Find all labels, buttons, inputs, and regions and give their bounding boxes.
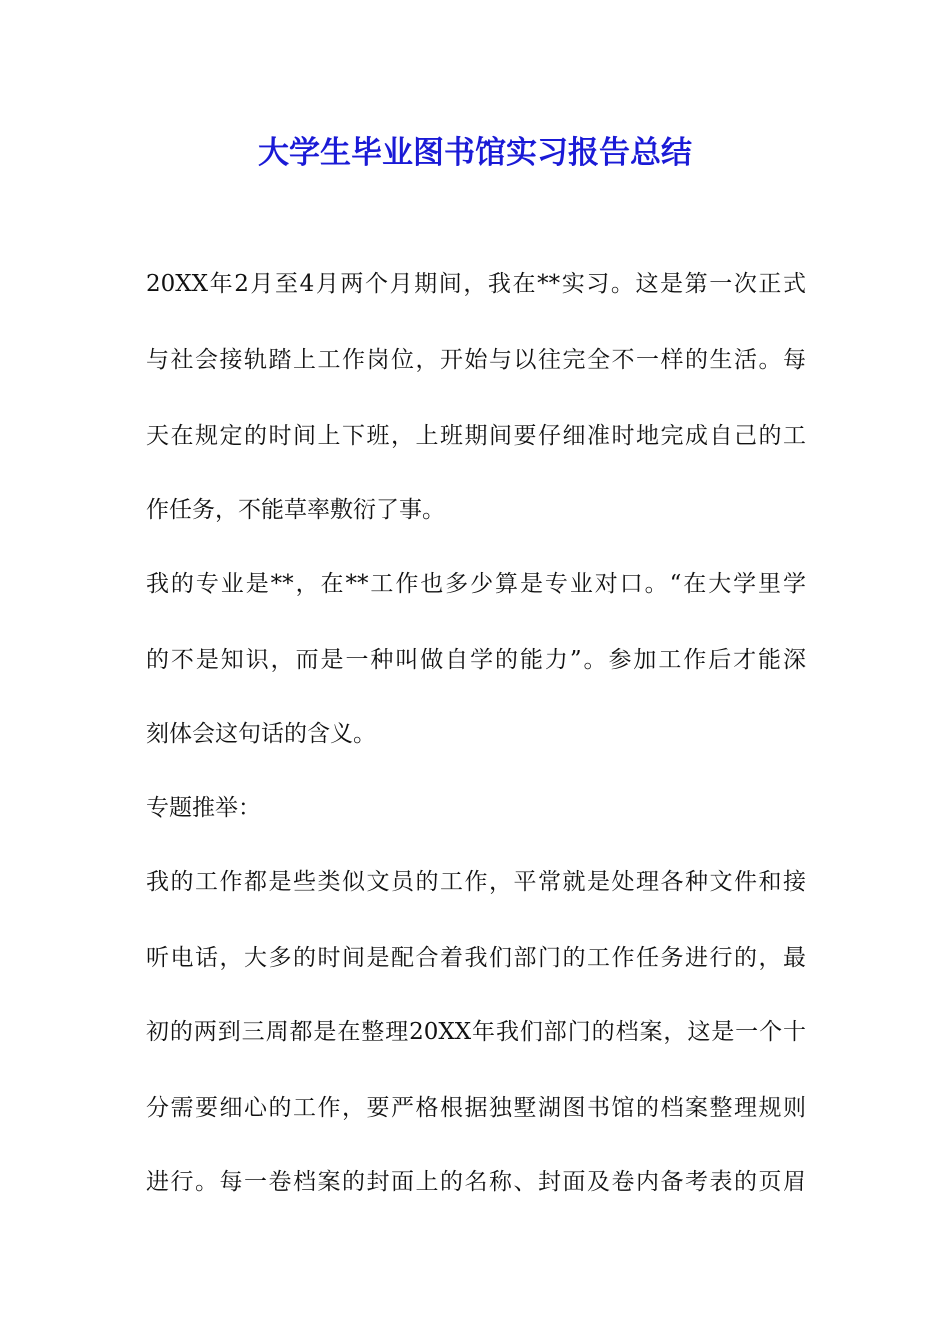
- paragraph-line: 我的专业是**，在**工作也多少算是专业对口。“在大学里学: [146, 571, 806, 597]
- paragraph-line: 刻体会这句话的含义。: [146, 721, 376, 747]
- paragraph-line: 天在规定的时间上下班，上班期间要仔细准时地完成自己的工: [146, 423, 806, 449]
- paragraph-line: 的不是知识，而是一种叫做自学的能力”。参加工作后才能深: [146, 647, 806, 673]
- paragraph-line: 20XX年2月至4月两个月期间，我在**实习。这是第一次正式: [146, 271, 806, 297]
- paragraph-line: 我的工作都是些类似文员的工作，平常就是处理各种文件和接: [146, 869, 806, 895]
- paragraph-line: 进行。每一卷档案的封面上的名称、封面及卷内备考表的页眉: [146, 1169, 806, 1195]
- paragraph-line: 与社会接轨踏上工作岗位，开始与以往完全不一样的生活。每: [146, 347, 806, 373]
- document-title: 大学生毕业图书馆实习报告总结: [258, 135, 692, 171]
- section-heading: 专题推举：: [146, 795, 261, 821]
- paragraph-line: 作任务，不能草率敷衍了事。: [146, 497, 445, 523]
- paragraph-line: 分需要细心的工作，要严格根据独墅湖图书馆的档案整理规则: [146, 1095, 806, 1121]
- paragraph-line: 初的两到三周都是在整理20XX年我们部门的档案，这是一个十: [146, 1019, 806, 1045]
- paragraph-line: 听电话，大多的时间是配合着我们部门的工作任务进行的，最: [146, 945, 806, 971]
